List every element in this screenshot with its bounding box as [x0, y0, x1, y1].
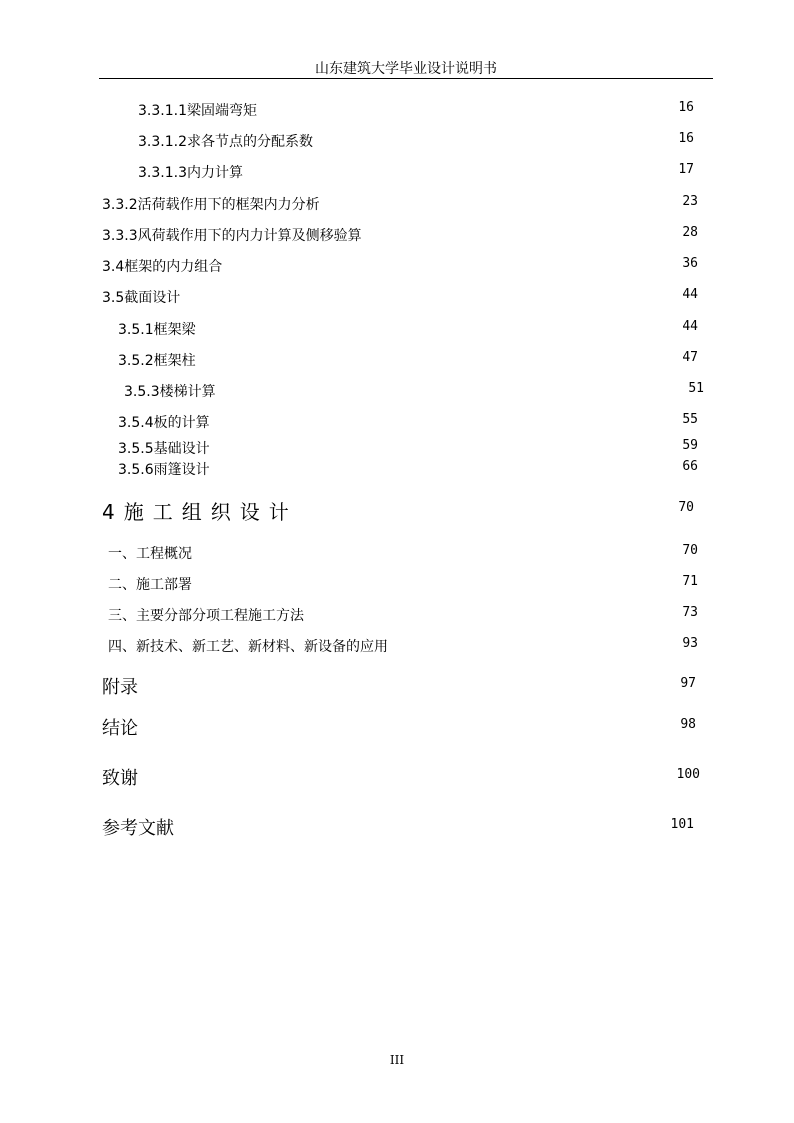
toc-entry-label: 3.3.2活荷载作用下的框架内力分析 [102, 197, 320, 213]
toc-entry-label: 致谢 [102, 768, 138, 789]
toc-entry-label: 3.3.1.3内力计算 [138, 165, 243, 181]
toc-entry-label: 3.5.4板的计算 [118, 415, 210, 431]
toc-entry-label: 一、工程概况 [108, 546, 192, 562]
toc-entry-page: 73 [682, 605, 698, 620]
toc-entry-label: 3.3.1.1梁固端弯矩 [138, 103, 257, 119]
toc-entry[interactable] [0, 162, 794, 184]
toc-entry-page: 55 [682, 412, 698, 427]
toc-entry-page: 71 [682, 574, 698, 589]
toc-entry[interactable] [0, 412, 794, 434]
toc-entry[interactable] [0, 673, 794, 699]
toc-entry-page: 17 [678, 162, 694, 177]
toc-entry[interactable] [0, 714, 794, 740]
toc-entry[interactable] [0, 350, 794, 372]
toc-entry[interactable] [0, 287, 794, 309]
toc-entry-label: 3.5.6雨篷设计 [118, 462, 210, 478]
toc-entry-page: 47 [682, 350, 698, 365]
running-header: 山东建筑大学毕业设计说明书 [315, 61, 497, 77]
toc-entry[interactable] [0, 256, 794, 278]
toc-entry-label: 4施工组织设计 [102, 500, 298, 524]
toc-entry-page: 28 [682, 225, 698, 240]
page-number: III [389, 1053, 405, 1067]
toc-entry-page: 100 [676, 767, 700, 782]
toc-entry-page: 70 [678, 500, 694, 515]
toc-entry-page: 97 [680, 676, 696, 691]
toc-entry-page: 23 [682, 194, 698, 209]
toc-entry-label: 四、新技术、新工艺、新材料、新设备的应用 [108, 639, 388, 655]
toc-entry[interactable] [0, 100, 794, 122]
toc-entry-page: 51 [688, 381, 704, 396]
toc-entry[interactable] [0, 636, 794, 658]
toc-entry-label: 参考文献 [102, 818, 174, 839]
toc-entry[interactable] [0, 764, 794, 790]
toc-entry[interactable] [0, 381, 794, 403]
toc-entry[interactable] [0, 194, 794, 216]
toc-entry[interactable] [0, 438, 794, 460]
toc-entry-label: 结论 [102, 718, 138, 739]
toc-entry-page: 101 [670, 817, 694, 832]
toc-entry-label: 3.5.1框架梁 [118, 322, 196, 338]
toc-entry-page: 98 [680, 717, 696, 732]
toc-entry-page: 70 [682, 543, 698, 558]
toc-entry-page: 59 [682, 438, 698, 453]
toc-entry-label: 附录 [102, 677, 138, 698]
toc-entry-label: 3.5截面设计 [102, 290, 181, 306]
toc-entry-label: 3.3.3风荷载作用下的内力计算及侧移验算 [102, 228, 362, 244]
toc-entry-label: 3.5.5基础设计 [118, 441, 210, 457]
toc-entry-page: 16 [678, 131, 694, 146]
toc-entry[interactable] [0, 131, 794, 153]
toc-entry-page: 66 [682, 459, 698, 474]
toc-chapter-entry[interactable] [0, 496, 794, 524]
toc-entry-page: 44 [682, 287, 698, 302]
toc-entry-page: 16 [678, 100, 694, 115]
toc-entry-page: 36 [682, 256, 698, 271]
toc-entry-label: 三、主要分部分项工程施工方法 [108, 608, 304, 624]
toc-entry[interactable] [0, 605, 794, 627]
toc-entry[interactable] [0, 319, 794, 341]
toc-entry-label: 3.5.3楼梯计算 [124, 384, 216, 400]
toc-entry[interactable] [0, 574, 794, 596]
toc-entry[interactable] [0, 459, 794, 481]
toc-entry-label: 3.5.2框架柱 [118, 353, 196, 369]
toc-entry[interactable] [0, 225, 794, 247]
header-divider [99, 78, 713, 79]
toc-entry-label: 3.3.1.2求各节点的分配系数 [138, 134, 313, 150]
toc-entry-label: 3.4框架的内力组合 [102, 259, 223, 275]
toc-entry-page: 44 [682, 319, 698, 334]
toc-entry-page: 93 [682, 636, 698, 651]
toc-entry-label: 二、施工部署 [108, 577, 192, 593]
toc-entry[interactable] [0, 814, 794, 840]
toc-entry[interactable] [0, 543, 794, 565]
